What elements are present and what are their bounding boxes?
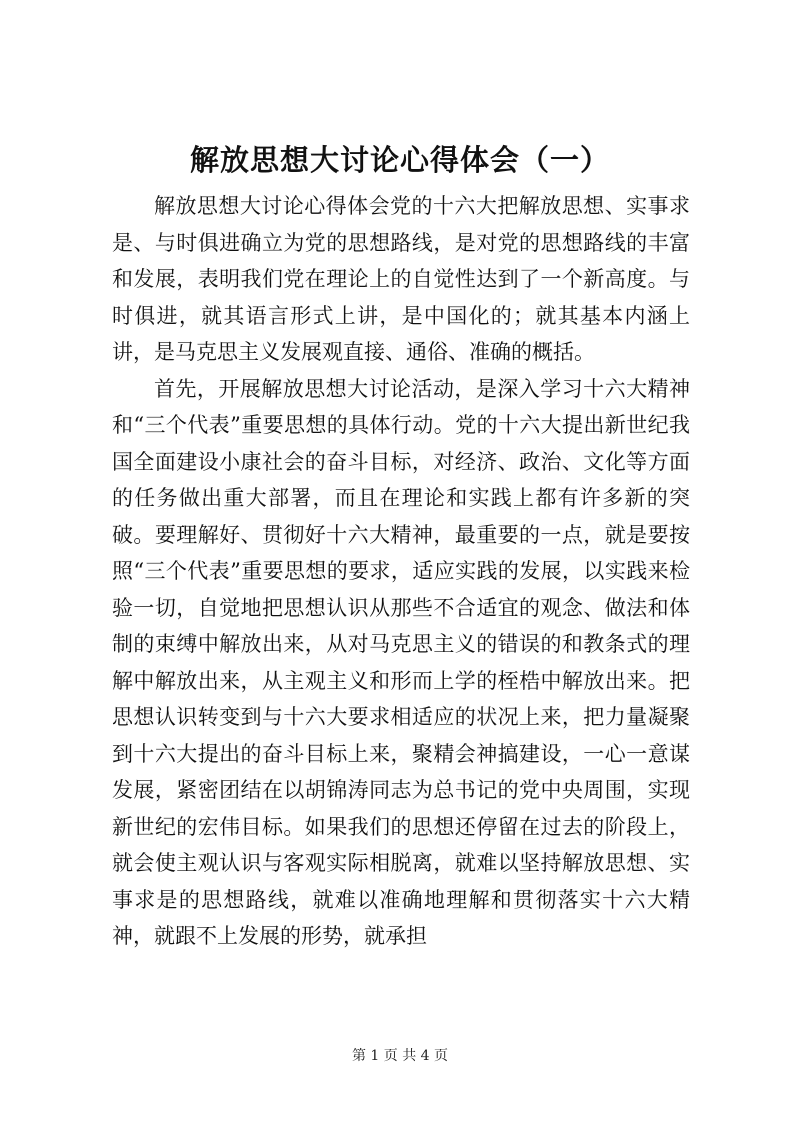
document-body — [112, 188, 690, 955]
page-footer: 第 1 页 共 4 页 — [351, 1048, 449, 1064]
document-title: 解放思想大讨论心得体会（一） — [189, 143, 610, 177]
paragraph-1: 解放思想大讨论心得体会党的十六大把解放思想、实事求是、与时俱进确立为党的思想路线，是对党的思想路线的丰富和发展，表明我们党在理论上的自觉性达到了一个新高度。与时俱进，就其语言形式上讲，是中国化的；就其基本内涵上讲，是马克思主义发展观直接、通俗、准确的概括。 — [112, 194, 690, 364]
paragraph-2: 首先，开展解放思想大讨论活动，是深入学习十六大精神和“三个代表”重要思想的具体行动。党的十六大提出新世纪我国全面建设小康社会的奋斗目标，对经济、政治、文化等方面的任务做出重大部署，而且在理论和实践上都有许多新的突破。要理解好、贯彻好十六大精神，最重要的一点，就是要按照“三个代表”重要思想的要求，适应实践的发展，以实践来检验一切，自觉地把思想认识从那些不合适宜的观念、做法和体制的束缚中解放出来，从对马克思主义的错误的和教条式的理解中解放出来，从主观主义和形而上学的桎梏中解放出来。把思想认识转变到与十六大要求相适应的状况上来，把力量凝聚到十六大提出的奋斗目标上来，聚精会神搞建设，一心一意谋发展，紧密团结在以胡锦涛同志为总书记的党中央周围，实现新世纪的宏伟目标。如果我们的思想还停留在过去的阶段上，就会使主观认识与客观实际相脱离，就难以坚持解放思想、实事求是的思想路线，就难以准确地理解和贯彻落实十六大精神，就跟不上发展的形势，就承担 — [112, 376, 690, 948]
